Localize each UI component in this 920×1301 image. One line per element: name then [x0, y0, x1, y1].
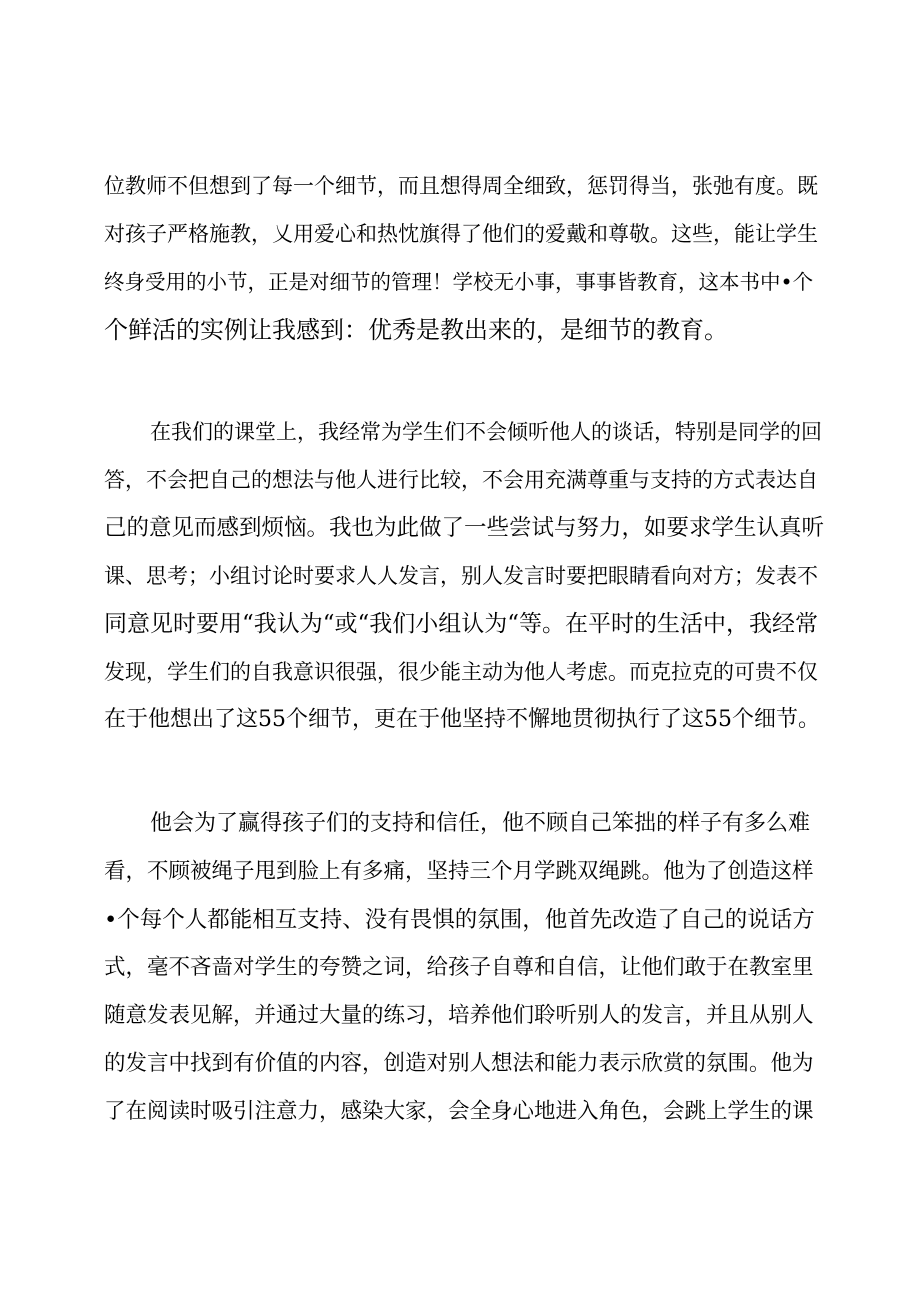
text-line: 在我们的课堂上，我经常为学生们不会倾听他人的谈话，特别是同学的回: [150, 420, 822, 444]
text-line: 位教师不但想到了每一个细节，而且想得周全细致，惩罚得当，张弛有度。既: [104, 174, 818, 198]
text-line: 发现，学生们的自我意识很强，很少能主动为他人考虑。而克拉克的可贵不仅: [104, 660, 818, 684]
text-line: 了在阅读时吸引注意力，感染大家，会全身心地进入角色，会跳上学生的课: [104, 1099, 814, 1124]
text-line: 终身受用的小节，正是对细节的管理！学校无小事，事事皆教育，这本书中•个: [104, 270, 814, 294]
text-line: 的发言中找到有价值的内容，创造对别人想法和能力表示欣赏的氛围。他为: [104, 1051, 814, 1076]
text-line: 随意发表见解，并通过大量的练习，培养他们聆听别人的发言，并且从别人: [104, 1003, 814, 1028]
text-line: •个每个人都能相互支持、没有畏惧的氛围，他首先改造了自己的说话方: [104, 907, 815, 933]
text-line: 他会为了赢得孩子们的支持和信任，他不顾自己笨拙的样子有多么难: [150, 811, 811, 836]
text-line: 个鲜活的实例让我感到：优秀是教出来的，是细节的教育。: [104, 316, 728, 344]
text-line: 同意见时要用“我认为“或“我们小组认为“等。在平时的生活中，我经常: [104, 611, 819, 637]
text-line: 对孩子严格施教，乂用爱心和热忱旗得了他们的爱戴和尊敬。这些，能让学生: [104, 222, 818, 246]
text-line: 课、思考；小组讨论时要求人人发言，别人发言时要把眼睛看向对方；发表不: [104, 564, 818, 588]
text-line: 式，毫不吝啬对学生的夸赞之词，给孩子自尊和自信，让他们敢于在教室里: [104, 955, 814, 980]
text-line: 在于他想出了这55个细节，更在于他坚持不懈地贯彻执行了这55个细节。: [104, 707, 820, 732]
text-line: 答，不会把自己的想法与他人进行比较，不会用充满尊重与支持的方式表达自: [104, 468, 818, 492]
text-line: 看，不顾被绳子甩到脸上有多痛，坚持三个月学跳双绳跳。他为了创造这样: [104, 859, 814, 884]
text-line: 己的意见而感到烦恼。我也为此做了一些尝试与努力，如要求学生认真听: [104, 515, 824, 541]
